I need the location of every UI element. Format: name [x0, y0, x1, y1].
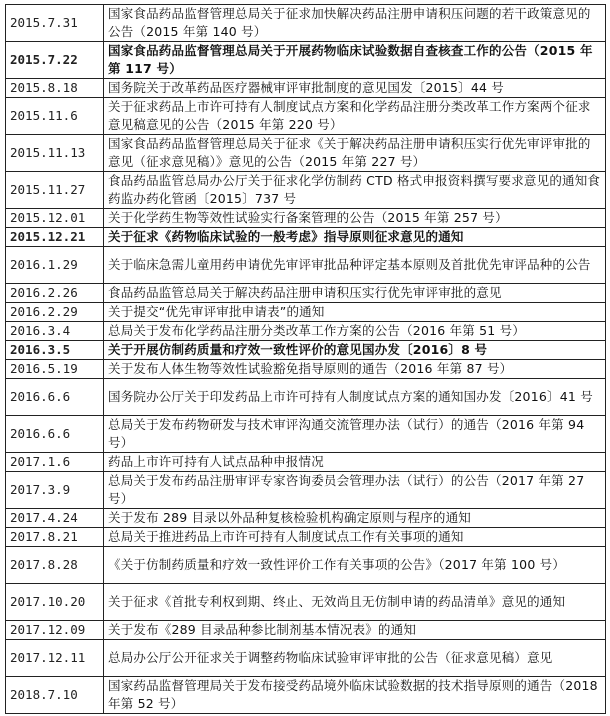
date-cell: 2017.10.20	[6, 584, 104, 621]
table-row	[6, 509, 606, 528]
table-row	[6, 528, 606, 547]
table-row	[6, 322, 606, 341]
table-row	[6, 172, 606, 209]
policy-timeline-table	[5, 4, 606, 714]
document-title-cell: 总局办公厅公开征求关于调整药物临床试验审评审批的公告（征求意见稿）意见	[104, 640, 606, 677]
date-cell: 2017.12.09	[6, 621, 104, 640]
date-cell: 2018.7.10	[6, 677, 104, 714]
table-row	[6, 98, 606, 135]
table-row	[6, 547, 606, 584]
table-row	[6, 341, 606, 360]
date-cell: 2017.8.28	[6, 547, 104, 584]
document-title-cell: 国家药品监督管理局关于发布接受药品境外临床试验数据的技术指导原则的通告（2018 年第 52 号）	[104, 677, 606, 714]
table-row	[6, 640, 606, 677]
document-title-cell: 国家食品药品监督管理总局关于开展药物临床试验数据自查核查工作的公告（2015 年第 117 号）	[104, 42, 606, 79]
table-row	[6, 5, 606, 42]
document-title-cell: 国家食品药品监督管理总局关于征求加快解决药品注册申请积压问题的若干政策意见的公告（2015 年第 140 号）	[104, 5, 606, 42]
table-row	[6, 621, 606, 640]
document-title-cell: 关于征求药品上市许可持有人制度试点方案和化学药品注册分类改革工作方案两个征求意见稿意见的公告（2015 年第 220 号）	[104, 98, 606, 135]
document-title-cell: 国家食品药品监督管理总局关于征求《关于解决药品注册申请积压实行优先审评审批的意见（征求意见稿）》意见的公告（2015 年第 227 号）	[104, 135, 606, 172]
date-cell: 2015.12.21	[6, 228, 104, 247]
date-cell: 2016.6.6	[6, 416, 104, 453]
date-cell: 2015.7.31	[6, 5, 104, 42]
document-title-cell: 药品上市许可持有人试点品种申报情况	[104, 453, 606, 472]
date-cell: 2015.7.22	[6, 42, 104, 79]
date-cell: 2017.1.6	[6, 453, 104, 472]
date-cell: 2017.12.11	[6, 640, 104, 677]
date-cell: 2016.3.5	[6, 341, 104, 360]
document-title-cell: 关于发布《289 目录品种参比制剂基本情况表》的通知	[104, 621, 606, 640]
table-row	[6, 79, 606, 98]
document-title-cell: 关于化学药生物等效性试验实行备案管理的公告（2015 年第 257 号）	[104, 209, 606, 228]
table-row	[6, 584, 606, 621]
date-cell: 2016.6.6	[6, 379, 104, 416]
date-cell: 2017.3.9	[6, 472, 104, 509]
document-title-cell: 关于征求《首批专利权到期、终止、无效尚且无仿制申请的药品清单》意见的通知	[104, 584, 606, 621]
table-row	[6, 303, 606, 322]
document-title-cell: 食品药品监管总局关于解决药品注册申请积压实行优先审评审批的意见	[104, 284, 606, 303]
document-title-cell: 关于提交“优先审评审批申请表”的通知	[104, 303, 606, 322]
document-title-cell: 关于发布人体生物等效性试验豁免指导原则的通告（2016 年第 87 号）	[104, 360, 606, 379]
document-title-cell: 国务院关于改革药品医疗器械审评审批制度的意见国发〔2015〕44 号	[104, 79, 606, 98]
date-cell: 2015.8.18	[6, 79, 104, 98]
date-cell: 2015.11.27	[6, 172, 104, 209]
document-title-cell: 关于临床急需儿童用药申请优先审评审批品种评定基本原则及首批优先审评品种的公告	[104, 247, 606, 284]
table-body	[6, 5, 606, 714]
table-row	[6, 677, 606, 714]
document-title-cell: 关于开展仿制药质量和疗效一致性评价的意见国办发〔2016〕8 号	[104, 341, 606, 360]
table-row	[6, 360, 606, 379]
document-title-cell: 总局关于发布药品注册审评专家咨询委员会管理办法（试行）的公告（2017 年第 27 号）	[104, 472, 606, 509]
document-title-cell: 总局关于发布化学药品注册分类改革工作方案的公告（2016 年第 51 号）	[104, 322, 606, 341]
table-row	[6, 416, 606, 453]
document-title-cell: 总局关于发布药物研发与技术审评沟通交流管理办法（试行）的通告（2016 年第 94 号）	[104, 416, 606, 453]
date-cell: 2016.3.4	[6, 322, 104, 341]
table-row	[6, 247, 606, 284]
table-row	[6, 472, 606, 509]
document-title-cell: 国务院办公厅关于印发药品上市许可持有人制度试点方案的通知国办发〔2016〕41 号	[104, 379, 606, 416]
date-cell: 2015.11.6	[6, 98, 104, 135]
document-title-cell: 《关于仿制药质量和疗效一致性评价工作有关事项的公告》（2017 年第 100 号）	[104, 547, 606, 584]
table-row	[6, 379, 606, 416]
document-title-cell: 关于发布 289 目录以外品种复核检验机构确定原则与程序的通知	[104, 509, 606, 528]
date-cell: 2016.1.29	[6, 247, 104, 284]
date-cell: 2015.12.01	[6, 209, 104, 228]
document-title-cell: 总局关于推进药品上市许可持有人制度试点工作有关事项的通知	[104, 528, 606, 547]
document-title-cell: 关于征求《药物临床试验的一般考虑》指导原则征求意见的通知	[104, 228, 606, 247]
date-cell: 2016.2.29	[6, 303, 104, 322]
table-row	[6, 284, 606, 303]
date-cell: 2017.8.21	[6, 528, 104, 547]
date-cell: 2016.2.26	[6, 284, 104, 303]
table-row	[6, 453, 606, 472]
date-cell: 2015.11.13	[6, 135, 104, 172]
table-row	[6, 42, 606, 79]
document-title-cell: 食品药品监管总局办公厅关于征求化学仿制药 CTD 格式申报资料撰写要求意见的通知食药监办药化管函〔2015〕737 号	[104, 172, 606, 209]
date-cell: 2016.5.19	[6, 360, 104, 379]
table-row	[6, 209, 606, 228]
table-row	[6, 228, 606, 247]
table-row	[6, 135, 606, 172]
date-cell: 2017.4.24	[6, 509, 104, 528]
